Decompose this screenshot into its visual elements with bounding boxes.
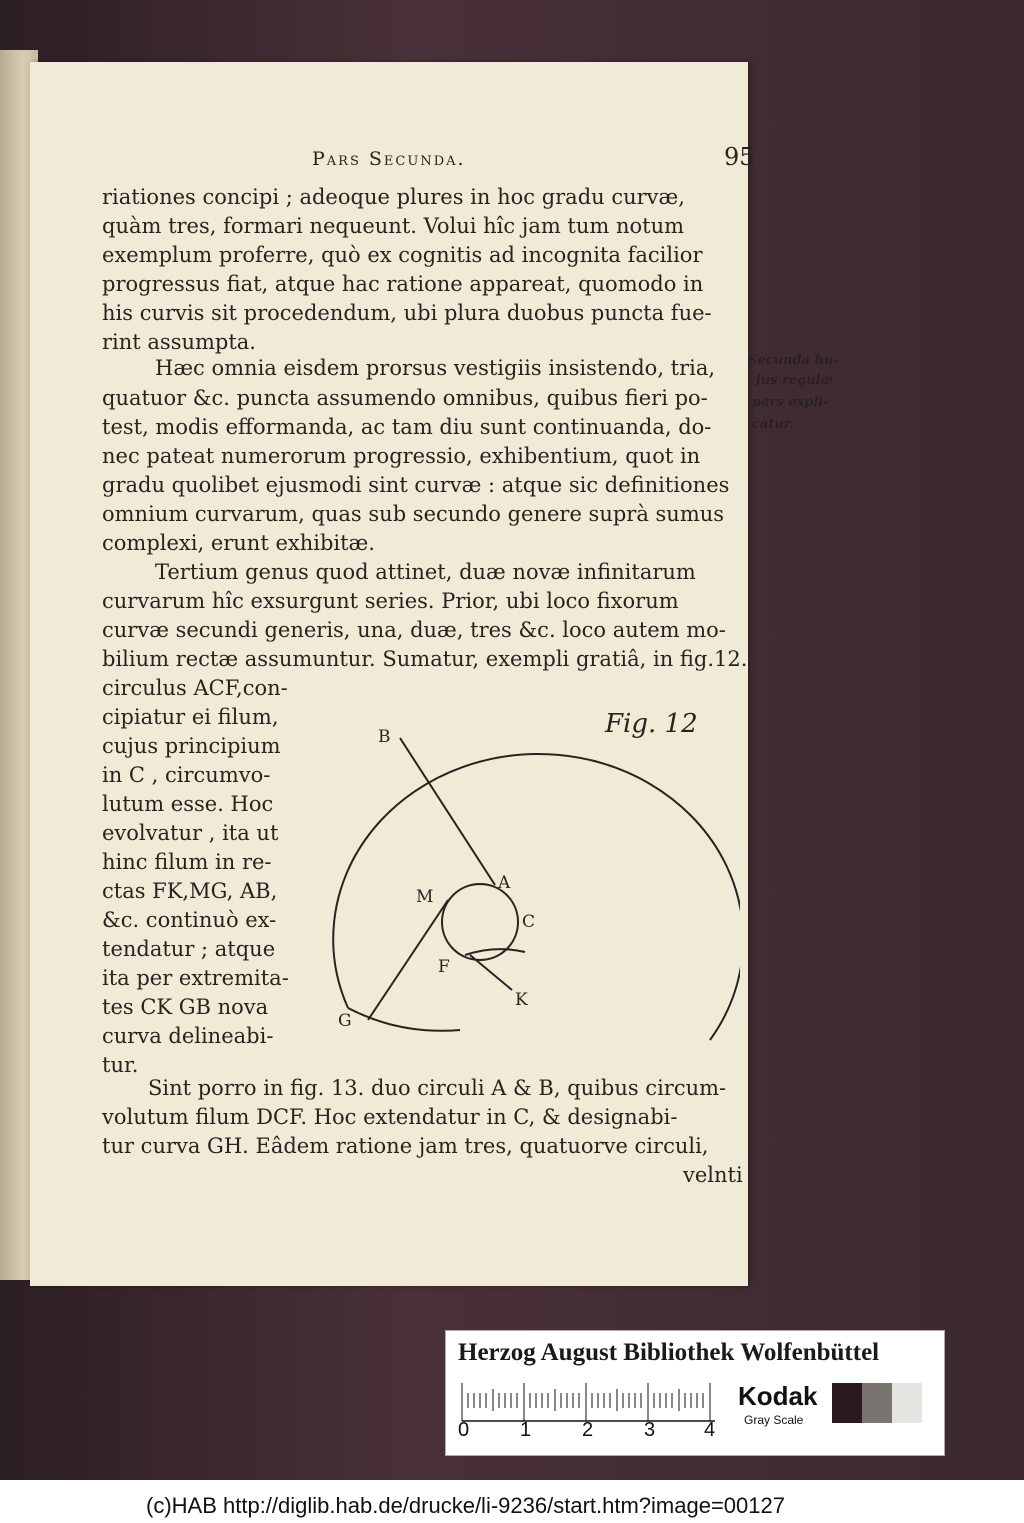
ruler-number: 3 <box>644 1419 656 1441</box>
margin-note-line: jus regulæ <box>756 373 833 388</box>
text-line: curvæ secundi generis, una, duæ, tres &c. loco autem mo- <box>102 618 726 642</box>
text-line: riationes concipi ; adeoque plures in hoc gradu curvæ, <box>102 185 685 209</box>
text-line: tur curva GH. Eâdem ratione jam tres, quatuorve circuli, <box>102 1134 709 1158</box>
catchword: velnti <box>683 1163 743 1187</box>
text-line: bilium rectæ assumuntur. Sumatur, exempli gratiâ, in fig.12. <box>102 647 748 671</box>
text-line: progressus fiat, atque hac ratione appareat, quomodo in <box>102 272 704 296</box>
running-title: Pars Secunda. <box>312 148 466 170</box>
kodak-logo: Kodak <box>738 1381 818 1411</box>
column-text-line: in C , circumvo- <box>102 763 271 787</box>
text-line: Sint porro in fig. 13. duo circuli A & B, quibus circum- <box>148 1076 727 1100</box>
text-line: his curvis sit procedendum, ubi plura duobus puncta fue- <box>102 301 712 325</box>
column-text-line: circulus ACF,con- <box>102 676 288 700</box>
text-line: omnium curvarum, quas sub secundo genere suprà sumus <box>102 502 725 526</box>
column-text-line: cujus principium <box>102 734 281 758</box>
gray-swatch-dark <box>832 1383 862 1423</box>
ruler-number: 2 <box>582 1419 594 1441</box>
gray-swatch-light <box>892 1383 922 1423</box>
gray-swatch-mid <box>862 1383 892 1423</box>
label-a: A <box>498 873 511 893</box>
evolute-curve <box>333 754 740 1040</box>
margin-note-line: catur. <box>752 417 794 432</box>
text-line: complexi, erunt exhibitæ. <box>102 531 375 555</box>
column-text-line: lutum esse. Hoc <box>102 792 274 816</box>
label-f: F <box>438 957 450 977</box>
label-g: G <box>338 1011 352 1031</box>
column-text-line: evolvatur , ita ut <box>102 821 279 845</box>
ruler-number: 1 <box>520 1419 532 1441</box>
ruler-number: 4 <box>704 1419 716 1441</box>
column-text-line: cipiatur ei filum, <box>102 705 279 729</box>
text-line: Hæc omnia eisdem prorsus vestigiis insistendo, tria, <box>155 356 716 380</box>
column-text-line: curva delineabi- <box>102 1024 274 1048</box>
curve-bottom <box>348 1008 460 1031</box>
ruler-scale <box>460 1383 720 1423</box>
label-b: B <box>378 727 391 747</box>
line-ab <box>400 738 495 885</box>
column-text-line: tes CK GB nova <box>102 995 269 1019</box>
text-line: curvarum hîc exsurgunt series. Prior, ubi loco fixorum <box>102 589 679 613</box>
line-mg <box>368 900 448 1020</box>
text-line: test, modis efformanda, ac tam diu sunt continuanda, do- <box>102 415 712 439</box>
figure-caption: Fig. 12 <box>605 709 698 739</box>
page-number: 95 <box>724 143 755 171</box>
library-name: Herzog August Bibliothek Wolfenbüttel <box>458 1339 880 1366</box>
label-k: K <box>515 990 528 1010</box>
curve-fc <box>465 949 525 955</box>
figure-12-diagram <box>300 690 740 1060</box>
column-text-line: &c. continuò ex- <box>102 908 277 932</box>
copyright-notice: (c)HAB http://diglib.hab.de/drucke/li-9236/start.htm?image=00127 <box>146 1493 785 1518</box>
text-line: rint assumpta. <box>102 330 256 354</box>
color-calibration-card <box>445 1330 945 1456</box>
margin-note-line: Secunda hu- <box>748 353 839 368</box>
column-text-line: ctas FK,MG, AB, <box>102 879 278 903</box>
ruler-number: 0 <box>458 1419 470 1441</box>
text-line: volutum filum DCF. Hoc extendatur in C, & designabi- <box>102 1105 678 1129</box>
text-line: exemplum proferre, quò ex cognitis ad incognita facilior <box>102 243 703 267</box>
text-line: quàm tres, formari nequeunt. Volui hîc jam tum notum <box>102 214 685 238</box>
text-line: quatuor &c. puncta assumendo omnibus, quibus fieri po- <box>102 386 708 410</box>
line-fk <box>470 955 512 990</box>
column-text-line: tur. <box>102 1053 139 1077</box>
label-c: C <box>522 912 536 932</box>
text-line: Tertium genus quod attinet, duæ novæ infinitarum <box>155 560 696 584</box>
text-line: nec pateat numerorum progressio, exhibentium, quot in <box>102 444 701 468</box>
gray-scale-label: Gray Scale <box>744 1413 804 1427</box>
column-text-line: tendatur ; atque <box>102 937 276 961</box>
text-line: gradu quolibet ejusmodi sint curvæ : atque sic definitiones <box>102 473 730 497</box>
column-text-line: hinc filum in re- <box>102 850 272 874</box>
margin-note-line: pars expli- <box>752 395 829 410</box>
column-text-line: ita per extremita- <box>102 966 289 990</box>
label-m: M <box>416 887 434 907</box>
